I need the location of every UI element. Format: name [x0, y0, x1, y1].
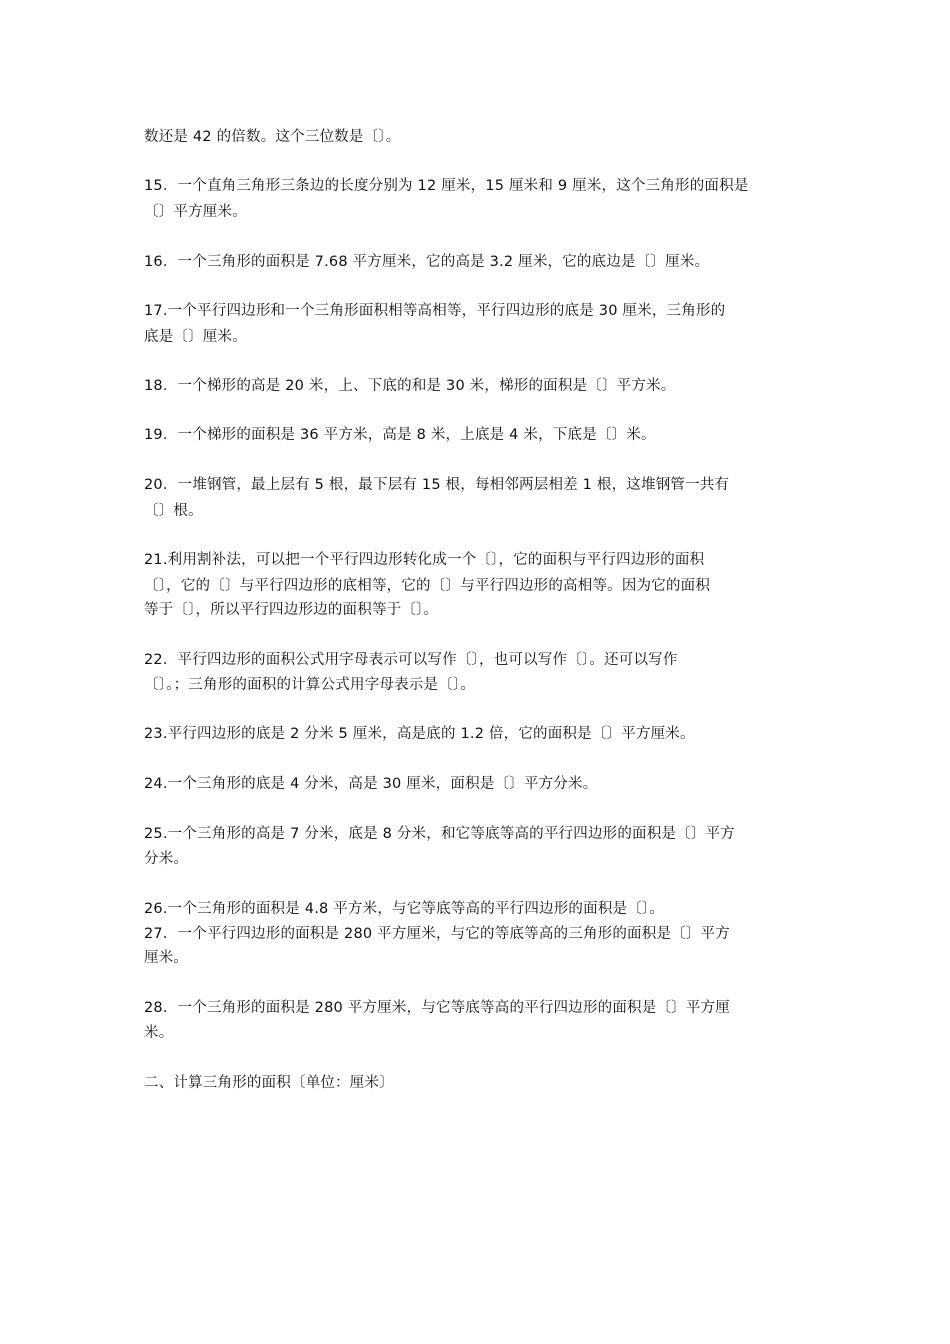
- question-28-line-2: 米。: [144, 1025, 174, 1041]
- question-15-line-1: 15．一个直角三角形三条边的长度分别为 12 厘米，15 厘米和 9 厘米，这个三角形的面积是: [144, 178, 749, 194]
- question-15-line-2: 〔〕平方厘米。: [144, 204, 247, 220]
- question-21-line-3: 等于〔〕，所以平行四边形边的面积等于〔〕。: [144, 602, 439, 618]
- question-23: 23.平行四边形的底是 2 分米 5 厘米，高是底的 1.2 倍，它的面积是〔〕平方厘米。: [144, 726, 695, 742]
- question-20-line-2: 〔〕根。: [144, 503, 203, 519]
- section-heading: 二、计算三角形的面积〔单位：厘米〕: [144, 1075, 394, 1091]
- question-17-line-2: 底是〔〕厘米。: [144, 329, 247, 345]
- question-16: 16．一个三角形的面积是 7.68 平方厘米，它的高是 3.2 厘米，它的底边是〔〕厘米。: [144, 254, 710, 270]
- question-22-line-1: 22．平行四边形的面积公式用字母表示可以写作〔〕，也可以写作〔〕。还可以写作: [144, 652, 678, 668]
- question-21-line-2: 〔〕，它的〔〕与平行四边形的底相等，它的〔〕与平行四边形的高相等。因为它的面积: [144, 578, 711, 594]
- question-28-line-1: 28．一个三角形的面积是 280 平方厘米，与它等底等高的平行四边形的面积是〔〕平方厘: [144, 1000, 730, 1016]
- question-20-line-1: 20．一堆钢管，最上层有 5 根，最下层有 15 根，每相邻两层相差 1 根，这堆钢管一共有: [144, 477, 730, 493]
- question-25-line-2: 分米。: [144, 851, 189, 867]
- question-24: 24.一个三角形的底是 4 分米，高是 30 厘米，面积是〔〕平方分米。: [144, 776, 598, 792]
- question-19: 19．一个梯形的面积是 36 平方米，高是 8 米，上底是 4 米，下底是〔〕米。: [144, 427, 656, 443]
- text-line: 数还是 42 的倍数。这个三位数是〔〕。: [144, 129, 401, 145]
- question-21-line-1: 21.利用割补法，可以把一个平行四边形转化成一个〔〕，它的面积与平行四边形的面积: [144, 552, 705, 568]
- question-17-line-1: 17.一个平行四边形和一个三角形面积相等高相等，平行四边形的底是 30 厘米，三角形的: [144, 303, 726, 319]
- question-27-line-1: 27．一个平行四边形的面积是 280 平方厘米，与它的等底等高的三角形的面积是〔〕平方: [144, 926, 730, 942]
- question-26: 26.一个三角形的面积是 4.8 平方米，与它等底等高的平行四边形的面积是〔〕。: [144, 901, 665, 917]
- question-27-line-2: 厘米。: [144, 950, 189, 966]
- question-22-line-2: 〔〕。；三角形的面积的计算公式用字母表示是〔〕。: [144, 677, 476, 693]
- question-18: 18．一个梯形的高是 20 米，上、下底的和是 30 米，梯形的面积是〔〕平方米。: [144, 378, 676, 394]
- question-25-line-1: 25.一个三角形的高是 7 分米，底是 8 分米，和它等底等高的平行四边形的面积是〔〕平方: [144, 826, 735, 842]
